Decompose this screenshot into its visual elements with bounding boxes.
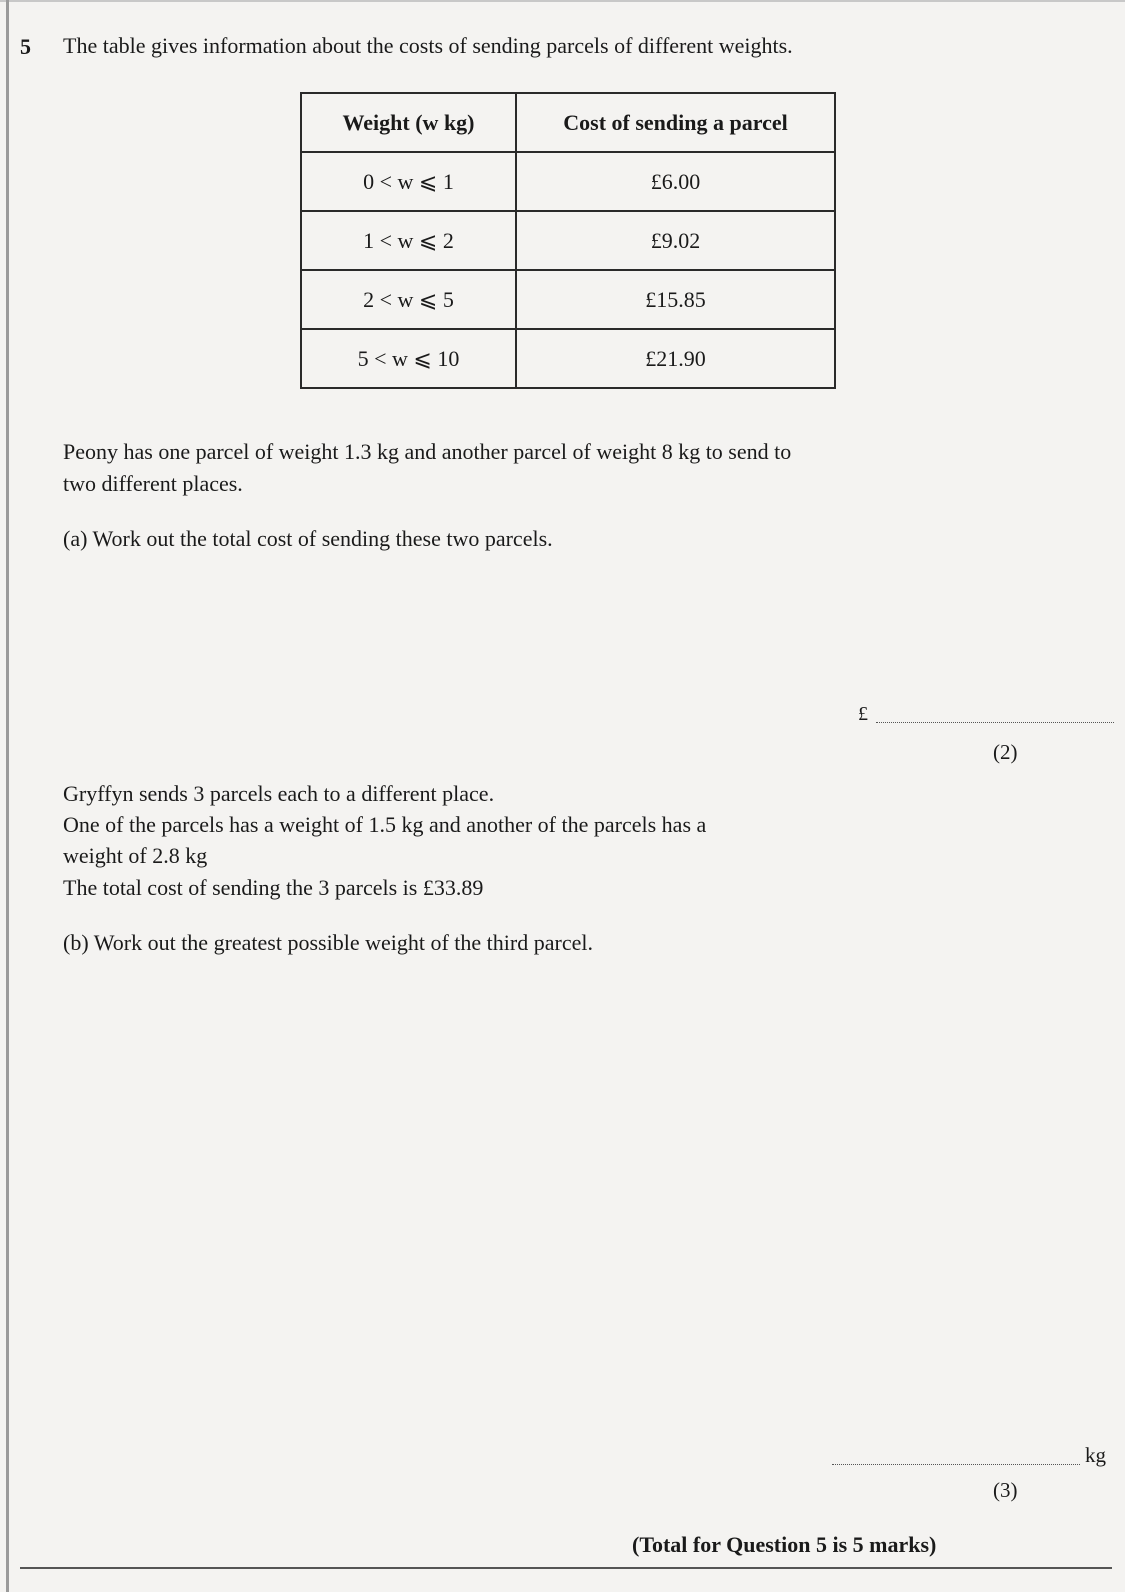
answer-a-currency: £	[858, 703, 868, 725]
part-b-context-line4: The total cost of sending the 3 parcels is £33.89	[63, 875, 484, 900]
page-left-edge	[6, 0, 9, 1592]
weight-cell: 1 < w ⩽ 2	[301, 211, 516, 270]
table-row	[301, 329, 835, 388]
question-intro: The table gives information about the costs of sending parcels of different weights.	[63, 33, 793, 58]
cost-cell: £15.85	[516, 270, 835, 329]
cost-table	[300, 92, 836, 389]
answer-b-line[interactable]	[832, 1464, 1080, 1465]
cost-cell: £21.90	[516, 329, 835, 388]
answer-b-unit: kg	[1085, 1443, 1106, 1467]
table-row	[301, 270, 835, 329]
part-a-prompt: (a) Work out the total cost of sending these two parcels.	[63, 526, 553, 551]
part-a-context-line1: Peony has one parcel of weight 1.3 kg and another parcel of weight 8 kg to send to	[63, 439, 792, 464]
total-marks: (Total for Question 5 is 5 marks)	[632, 1532, 937, 1557]
part-b-prompt: (b) Work out the greatest possible weight of the third parcel.	[63, 930, 593, 955]
table-row	[301, 152, 835, 211]
part-a-marks: (2)	[993, 740, 1018, 764]
question-number: 5	[20, 34, 31, 59]
part-b-context-line2: One of the parcels has a weight of 1.5 kg and another of the parcels has a	[63, 812, 707, 837]
page-top-edge	[0, 0, 1125, 2]
weight-cell: 2 < w ⩽ 5	[301, 270, 516, 329]
part-b-marks: (3)	[993, 1478, 1018, 1502]
table-header-row	[301, 93, 835, 152]
weight-cell: 0 < w ⩽ 1	[301, 152, 516, 211]
bottom-divider	[20, 1567, 1112, 1569]
part-b-context-line3: weight of 2.8 kg	[63, 843, 208, 868]
table-row	[301, 211, 835, 270]
header-weight: Weight (w kg)	[301, 93, 516, 152]
answer-a-line[interactable]	[876, 722, 1114, 723]
part-a-context-line2: two different places.	[63, 471, 243, 496]
header-cost: Cost of sending a parcel	[516, 93, 835, 152]
part-b-context-line1: Gryffyn sends 3 parcels each to a different place.	[63, 781, 495, 806]
weight-cell: 5 < w ⩽ 10	[301, 329, 516, 388]
cost-cell: £6.00	[516, 152, 835, 211]
cost-cell: £9.02	[516, 211, 835, 270]
